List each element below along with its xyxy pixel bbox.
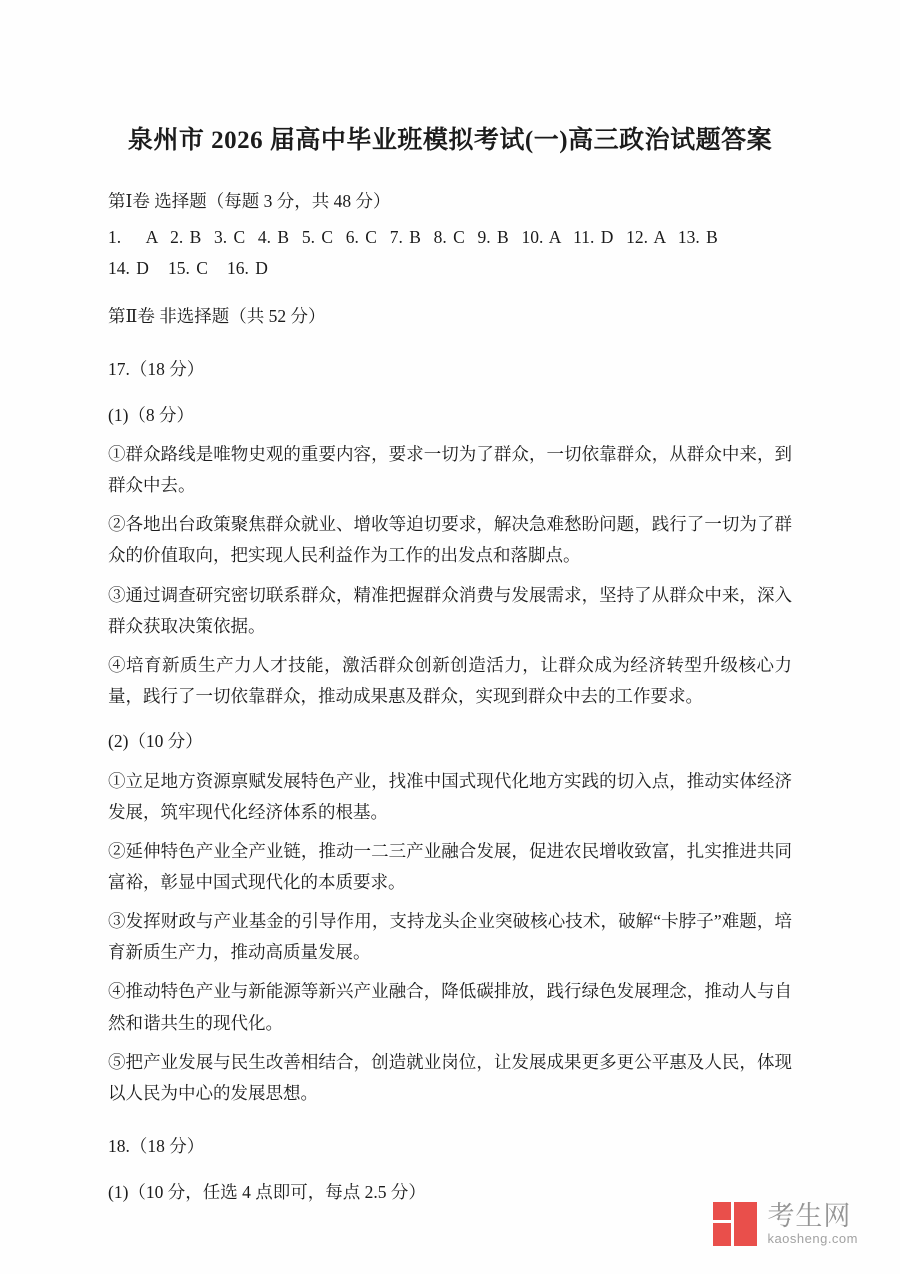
question-17-sub-1-item: ②各地出台政策聚焦群众就业、增收等迫切要求，解决急难愁盼问题，践行了一切为了群众的价值取向，把实现人民利益作为工作的出发点和落脚点。 <box>108 514 792 566</box>
objective-answers-line-1: 1. A 2. B 3. C 4. B 5. C 6. C 7. B 8. C 9. B 10. A 11. D 12. A 13. B <box>108 226 718 247</box>
question-17-sub-2-item: ④推动特色产业与新能源等新兴产业融合，降低碳排放，践行绿色发展理念，推动人与自然和谐共生的现代化。 <box>108 981 792 1033</box>
watermark <box>713 1202 858 1246</box>
question-17-sub-1-item: ④培育新质生产力人才技能，激活群众创新创造活力，让群众成为经济转型升级核心力量，践行了一切依靠群众，推动成果惠及群众，实现到群众中去的工作要求。 <box>108 654 792 706</box>
page-title: 泉州市 2026 届高中毕业班模拟考试(一)高三政治试题答案 <box>127 127 773 154</box>
question-18-number: 18.（18 分） <box>108 1136 205 1157</box>
section-1-heading: 第Ⅰ卷 选择题（每题 3 分，共 48 分） <box>108 191 391 211</box>
question-17-sub-2-item: ②延伸特色产业全产业链，推动一二三产业融合发展，促进农民增收致富，扎实推进共同富裕，彰显中国式现代化的本质要求。 <box>108 840 792 893</box>
watermark-text <box>767 1202 858 1246</box>
watermark-name-cn: 考生网 <box>767 1201 852 1231</box>
question-17-sub-1-item: ①群众路线是唯物史观的重要内容，要求一切为了群众，一切依靠群众，从群众中来，到群众中去。 <box>108 444 792 496</box>
question-17-number: 17.（18 分） <box>108 359 205 379</box>
question-17-sub-2-label: (2)（10 分） <box>108 731 203 752</box>
question-17-sub-2-item: ⑤把产业发展与民生改善相结合，创造就业岗位，让发展成果更多更公平惠及人民，体现以人民为中心的发展思想。 <box>108 1051 792 1103</box>
question-17-sub-2-item: ①立足地方资源禀赋发展特色产业，找准中国式现代化地方实践的切入点，推动实体经济发展，筑牢现代化经济体系的根基。 <box>108 770 792 822</box>
question-17-sub-1-label: (1)（8 分） <box>108 404 195 425</box>
watermark-domain: kaosheng.com <box>767 1230 858 1246</box>
question-17-sub-2-item: ③发挥财政与产业基金的引导作用，支持龙头企业突破核心技术，破解“卡脖子”难题，培育新质生产力，推动高质量发展。 <box>108 911 792 963</box>
objective-answers-line-2: 14. D 15. C 16. D <box>108 258 268 278</box>
question-18-sub-1-label: (1)（10 分，任选 4 点即可，每点 2.5 分） <box>108 1181 426 1202</box>
section-2-heading: 第Ⅱ卷 非选择题（共 52 分） <box>108 305 326 326</box>
kaosheng-logo-icon <box>713 1202 757 1246</box>
question-17-sub-1-item: ③通过调查研究密切联系群众，精准把握群众消费与发展需求，坚持了从群众中来，深入群众获取决策依据。 <box>108 584 792 636</box>
